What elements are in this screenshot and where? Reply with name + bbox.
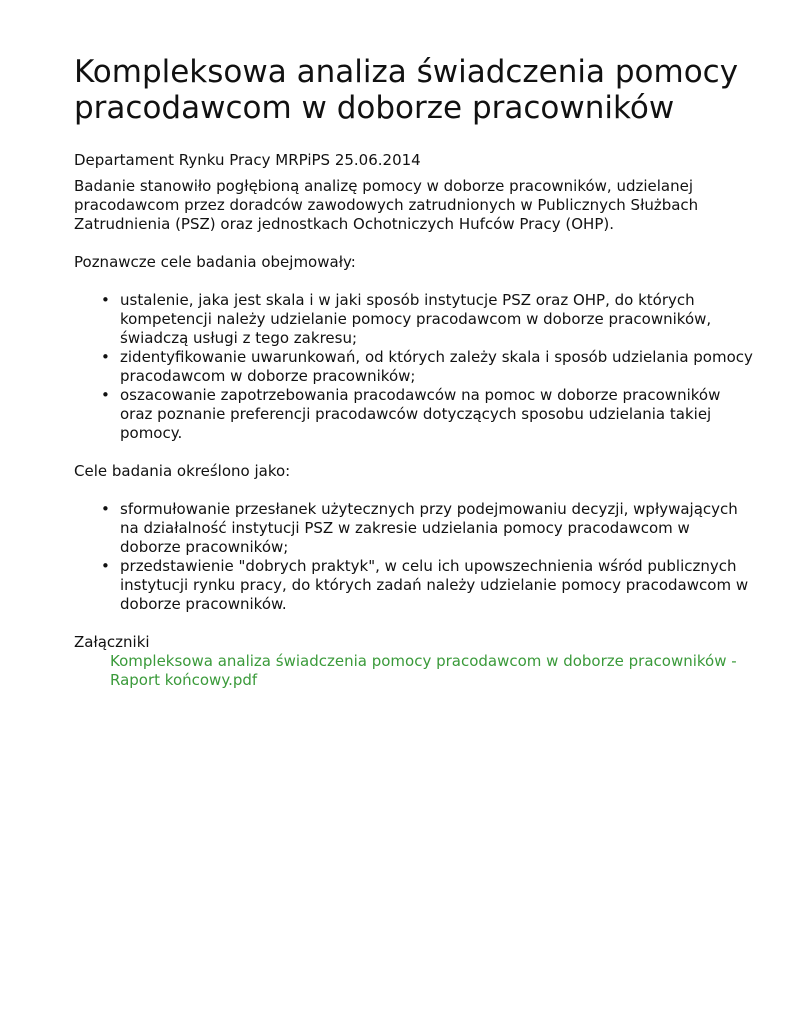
list-item: • ustalenie, jaka jest skala i w jaki sposób instytucje PSZ oraz OHP, do których kompetencji należy udzielanie pomocy pracodawcom w doborze pracowników, świadczą usługi z tego zakresu; (120, 291, 754, 348)
document-meta: Departament Rynku Pracy MRPiPS 25.06.2014 (74, 151, 421, 169)
list-item: • zidentyfikowanie uwarunkowań, od których zależy skala i sposób udzielania pomocy pracodawcom w doborze pracowników; (120, 348, 754, 386)
aims-heading: Cele badania określono jako: (74, 462, 291, 480)
cognitive-goals-list (74, 291, 754, 443)
page-title: Kompleksowa analiza świadczenia pomocy pracodawcom w doborze pracowników (74, 54, 739, 126)
attachment-pdf-link[interactable]: Kompleksowa analiza świadczenia pomocy pracodawcom w doborze pracowników - Raport końcowy.pdf (110, 652, 737, 689)
attachments-label: Załączniki (74, 633, 150, 651)
aims-list (74, 500, 754, 614)
cognitive-goals-heading: Poznawcze cele badania obejmowały: (74, 253, 356, 271)
document-page (74, 0, 754, 690)
list-item: • przedstawienie "dobrych praktyk", w celu ich upowszechnienia wśród publicznych instytucji rynku pracy, do których zadań należy udzielanie pomocy pracodawcom w doborze pracowników. (120, 557, 754, 614)
list-item: • sformułowanie przesłanek użytecznych przy podejmowaniu decyzji, wpływających na działalność instytucji PSZ w zakresie udzielania pomocy pracodawcom w doborze pracowników; (120, 500, 754, 557)
intro-paragraph: Badanie stanowiło pogłębioną analizę pomocy w doborze pracowników, udzielanej pracodawcom przez doradców zawodowych zatrudnionych w Publicznych Służbach Zatrudnienia (PSZ) oraz jednostkach Ochotniczych Hufców Pracy (OHP). (74, 177, 699, 233)
list-item: • oszacowanie zapotrzebowania pracodawców na pomoc w doborze pracowników oraz poznanie preferencji pracodawców dotyczących sposobu udzielania takiej pomocy. (120, 386, 754, 443)
